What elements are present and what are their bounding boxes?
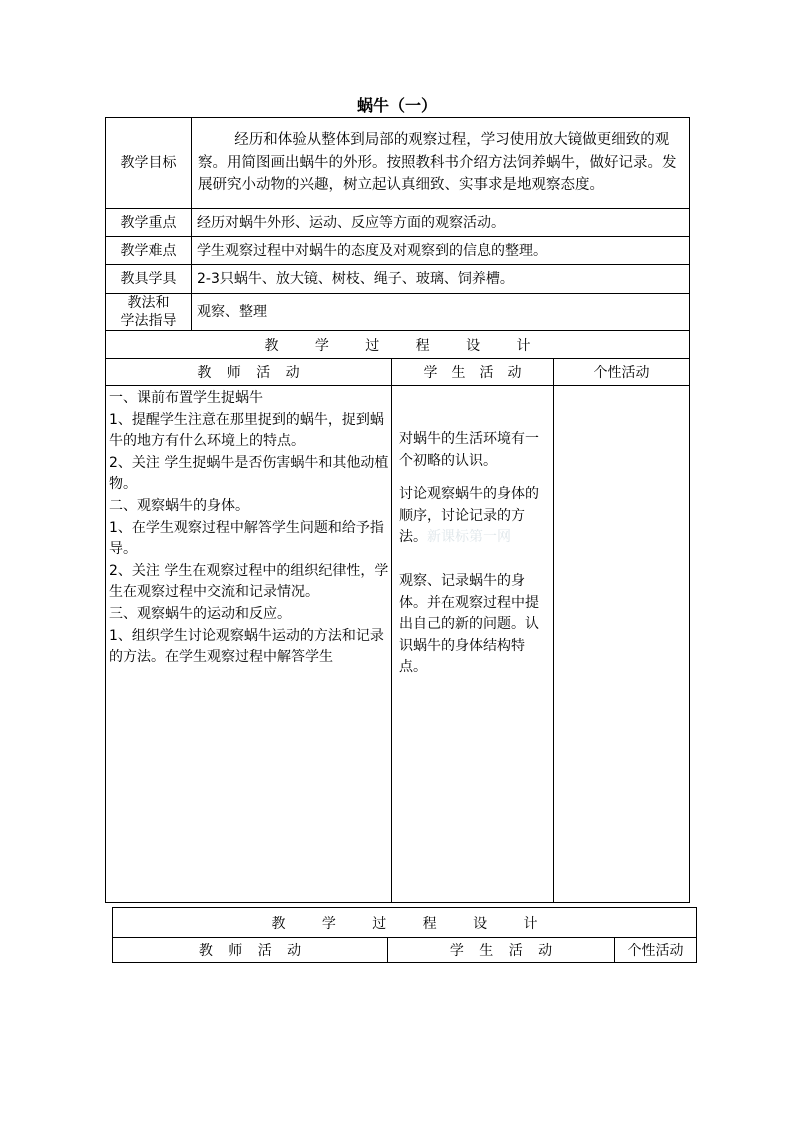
method-label-line2: 学法指导 [120, 313, 177, 329]
key-label: 教学重点 [106, 209, 192, 237]
continuation-table [112, 907, 697, 963]
goal-row [106, 118, 690, 209]
teacher-activity: 1、在学生观察过程中解答学生问题和给予指导。 [109, 519, 384, 558]
student-column-header-2: 学生活动 [388, 938, 615, 963]
teacher-activities-cell [106, 386, 392, 903]
design-header: 教学过程设计 [106, 331, 690, 359]
design-header-row [106, 331, 690, 359]
goal-label: 教学目标 [106, 118, 192, 209]
teacher-activity: 2、关注 学生在观察过程中的组织纪律性，学生在观察过程中交流和记录情况。 [109, 562, 389, 601]
teacher-activity: 一、课前布置学生捉蜗牛 [109, 390, 263, 406]
watermark-text: 新课标第一网 [427, 529, 511, 546]
teacher-activity: 二、观察蜗牛的身体。 [109, 497, 249, 514]
difficulty-label: 教学难点 [106, 237, 192, 265]
method-row [106, 294, 690, 331]
page-title: 蜗牛（一） [356, 96, 437, 115]
column-header-row-2 [113, 938, 697, 963]
student-activities-cell [392, 386, 554, 903]
activity-body-row [106, 386, 690, 903]
method-label-line1: 教法和 [127, 295, 170, 311]
tools-label: 教具学具 [106, 265, 192, 294]
difficulty-row [106, 237, 690, 265]
method-label [106, 294, 192, 331]
lesson-plan-table [105, 117, 690, 903]
goal-text: 经历和体验从整体到局部的观察过程，学习使用放大镜做更细致的观察。用简图画出蜗牛的外形。按照教科书介绍方法饲养蜗牛，做好记录。发展研究小动物的兴趣，树立起认真细致、实事求是地观察态度。 [192, 118, 690, 209]
difficulty-text: 学生观察过程中对蜗牛的态度及对观察到的信息的整理。 [192, 237, 690, 265]
teacher-activity: 三、观察蜗牛的运动和反应。 [109, 605, 291, 622]
teacher-activity: 2、关注 学生捉蜗牛是否伤害蜗牛和其他动植物。 [109, 454, 389, 493]
personal-column-header-2: 个性活动 [615, 938, 697, 963]
design-header-2: 教学过程设计 [113, 908, 697, 938]
design-header-row-2 [113, 908, 697, 938]
student-column-header: 学生活动 [392, 359, 554, 386]
personal-activities-cell [554, 386, 690, 903]
teacher-column-header-2: 教师活动 [113, 938, 388, 963]
method-text: 观察、整理 [192, 294, 690, 331]
teacher-column-header: 教师活动 [106, 359, 392, 386]
key-text: 经历对蜗牛外形、运动、反应等方面的观察活动。 [192, 209, 690, 237]
column-header-row [106, 359, 690, 386]
teacher-activity: 1、组织学生讨论观察蜗牛运动的方法和记录的方法。在学生观察过程中解答学生 [109, 627, 384, 666]
student-activity [399, 484, 549, 549]
student-activity: 观察、记录蜗牛的身体。并在观察过程中提出自己的新的问题。认识蜗牛的身体结构特点。 [399, 572, 539, 676]
tools-row [106, 265, 690, 294]
key-row [106, 209, 690, 237]
student-activity: 对蜗牛的生活环境有一个初略的认识。 [399, 431, 539, 469]
personal-column-header: 个性活动 [554, 359, 690, 386]
student-activity-text: 讨论观察蜗牛的身体的顺序，讨论记录的方法。 [399, 486, 539, 546]
tools-text: 2-3只蜗牛、放大镜、树枝、绳子、玻璃、饲养槽。 [192, 265, 690, 294]
teacher-activity: 1、提醒学生注意在那里捉到的蜗牛，捉到蜗牛的地方有什么环境上的特点。 [109, 411, 384, 450]
